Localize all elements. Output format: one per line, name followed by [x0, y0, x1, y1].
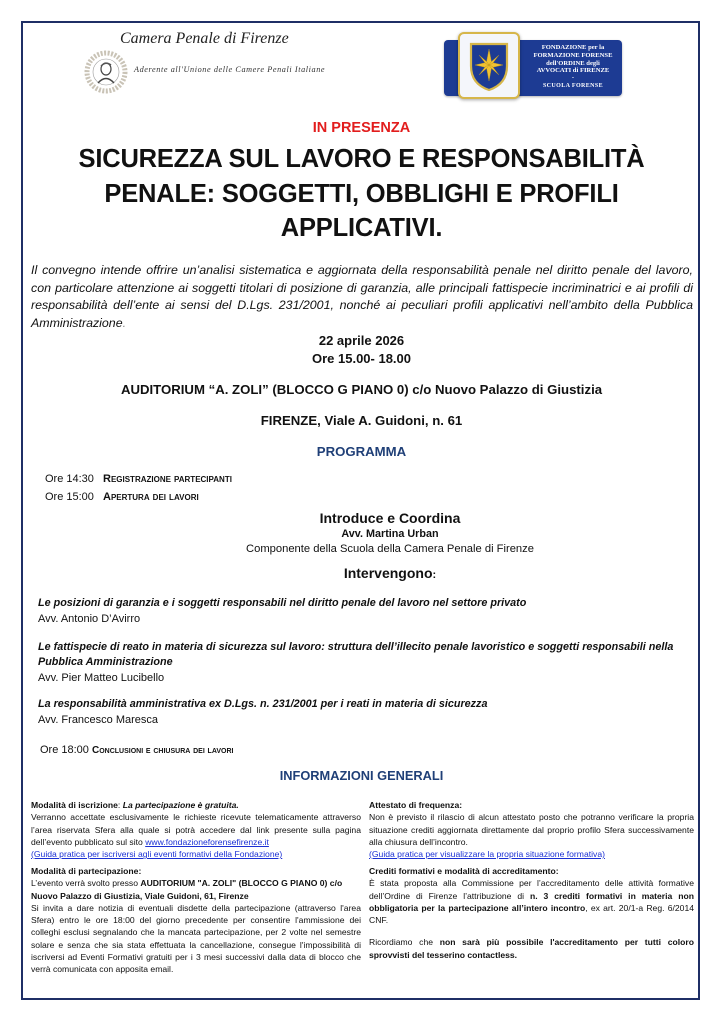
credits-reminder-bold: non sarà più possibile l'accreditamento per tutti coloro sprovvisti del tesserino contactless. — [369, 937, 694, 960]
registration-heading-sep: : — [117, 800, 123, 810]
event-hours: Ore 15.00- 18.00 — [311, 351, 412, 366]
fondazione-dash: - — [571, 74, 575, 82]
moderator-role: Componente della Scuola della Camera Penale di Firenze — [246, 543, 534, 555]
talk-speaker: Avv. Antonio D’Avirro — [38, 613, 141, 625]
schedule-row — [45, 473, 232, 485]
moderator-name: Avv. Martina Urban — [341, 528, 439, 540]
closing-row — [40, 744, 233, 756]
participation-intro: L’evento verrà svolto presso — [31, 878, 141, 889]
attendance-guide-link[interactable]: (Guida pratica per visualizzare la propria situazione formativa) — [369, 849, 605, 860]
registration-body: Verranno accettate esclusivamente le richieste ricevute telematicamente attraverso l’area riservata Sfera alla quale si potrà accedere dal link presente sulla pagina dell’evento pubblicato sul sito — [31, 812, 361, 847]
attendance-heading: Attestato di frequenza: — [369, 800, 463, 810]
fondazione-logo-text — [526, 44, 620, 91]
camera-penale-title: Camera Penale di Firenze — [120, 30, 289, 47]
attendance-body: Non è previsto il rilascio di alcun attestato posto che potranno verificare la propria situazione crediti aggiornata direttamente dal proprio profilo Sfera successivamente alla chiusura dell’incontro. — [369, 812, 694, 847]
registration-note: La partecipazione è gratuita. — [122, 800, 239, 810]
registration-guide-link[interactable]: (Guida pratica per iscriversi agli eventi formativi della Fondazione) — [31, 849, 283, 860]
talk-speaker: Avv. Pier Matteo Lucibello — [38, 672, 165, 684]
event-mode-label: IN PRESENZA — [312, 120, 411, 136]
participation-location: AUDITORIUM "A. ZOLI" (BLOCCO G PIANO 0) c/o Nuovo Palazzo di Giustizia, Viale Guidoni, 61, Firenze — [31, 878, 343, 901]
fondazione-line-3: dell'ORDINE degli — [546, 59, 600, 67]
schedule-time: Ore 14:30 — [45, 473, 94, 485]
portrait-seal-icon — [84, 50, 128, 94]
credits-amount: n. 3 crediti formativi in materia non obbligatoria per la partecipazione all’intero incontro — [369, 890, 694, 913]
event-title-line-2: PENALE: SOGGETTI, OBBLIGHI E PROFILI — [104, 179, 619, 208]
talk-title: La responsabilità amministrativa ex D.Lgs. n. 231/2001 per i reati in materia di sicurezza — [38, 698, 488, 710]
credits-body: È stata proposta alla Commissione per l’accreditamento delle attività formative dell’Ordine di Firenze l’attribuzione di — [369, 878, 694, 901]
participation-heading: Modalità di partecipazione: — [31, 866, 142, 876]
talk-item — [38, 640, 688, 686]
spacer — [369, 926, 694, 936]
registration-info — [31, 799, 361, 860]
event-description — [31, 262, 693, 332]
registration-heading: Modalità di iscrizione — [31, 800, 118, 810]
schedule-label: Conclusioni e chiusura dei lavori — [91, 745, 234, 756]
talk-title: Le fattispecie di reato in materia di sicurezza sul lavoro: struttura dell’illecito penale lavoristico e soggetti responsabili nella Pubblica Amministrazione — [38, 641, 674, 668]
event-title-line-1: SICUREZZA SUL LAVORO E RESPONSABILITÀ — [78, 145, 645, 173]
speakers-heading — [230, 565, 550, 581]
camera-penale-subtitle: Aderente all'Unione delle Camere Penali Italiane — [134, 65, 326, 74]
talk-item — [38, 697, 688, 728]
event-description-text: Il convegno intende offrire un’analisi sistematica e aggiornata della responsabilità penale nel diritto penale del lavoro, con particolare attenzione ai soggetti titolari di posizione di garanzia, alle principali fattispecie incriminatrici e ai profili di responsabilità dell’ente ai sensi del D.Lgs. 231/2001, nonché ai peculiari profili applicativi nell’ambito della Pubblica Amministrazione — [31, 263, 693, 330]
credits-info — [369, 865, 694, 961]
credits-reference: , ex art. 20/1-a Reg. 6/2014 CNF. — [369, 902, 695, 926]
event-venue: AUDITORIUM “A. ZOLI” (BLOCCO G PIANO 0) c/o Nuovo Palazzo di Giustizia — [120, 382, 603, 397]
schedule-label: Registrazione partecipanti — [103, 473, 232, 485]
credits-heading: Crediti formativi e modalità di accreditamento: — [369, 866, 559, 876]
fondazione-site-link[interactable]: www.fondazioneforensefirenze.it — [145, 836, 269, 847]
event-city-address: FIRENZE, Viale A. Guidoni, n. 61 — [260, 413, 463, 428]
talk-item — [38, 596, 688, 627]
talk-title: Le posizioni di garanzia e i soggetti responsabili nel diritto penale del lavoro nel settore privato — [38, 597, 527, 609]
schedule-time: Ore 18:00 — [40, 744, 89, 756]
fondazione-line-2: FORMAZIONE FORENSE — [533, 51, 613, 59]
info-heading: INFORMAZIONI GENERALI — [279, 768, 444, 783]
event-title — [21, 142, 702, 246]
talk-speaker: Avv. Francesco Maresca — [38, 714, 159, 726]
attendance-info — [369, 799, 694, 860]
speakers-colon: : — [432, 569, 437, 581]
event-title-line-3: APPLICATIVI. — [280, 214, 443, 242]
participation-body: Si invita a dare notizia di eventuali disdette della partecipazione (attraverso l'area Sfera) entro le ore 18:00 del giorno precedente per consentire l'ammissione dei colleghi esclusi segnalando che la mancata partecipazione, per 2 volte nel semestre solare e senza che sia stata effettuata la cancellazione, consegue l'impossibilità di iscriversi ad Eventi Formativi gratuiti per i 3 mesi successivi dalla data di blocco che verrà comunicata con apposita email. — [31, 902, 361, 975]
fondazione-line-1: FONDAZIONE per la — [541, 44, 605, 51]
moderation-label: Introduce e Coordina — [319, 510, 461, 526]
fondazione-line-4: AVVOCATI di FIRENZE — [536, 67, 610, 75]
schedule-time: Ore 15:00 — [45, 491, 94, 503]
participation-info — [31, 865, 361, 976]
program-heading: PROGRAMMA — [316, 444, 407, 459]
schedule-row — [45, 491, 199, 503]
schedule-label: Apertura dei lavori — [103, 491, 199, 503]
credits-reminder: Ricordiamo che — [369, 937, 440, 948]
event-date: 22 aprile 2026 — [318, 333, 405, 348]
fondazione-badge — [458, 32, 520, 99]
speakers-label: Intervengono — [343, 565, 433, 581]
event-description-end: . — [122, 315, 127, 330]
scuola-forense-label: SCUOLA FORENSE — [542, 83, 604, 90]
compass-star-shield-icon — [466, 40, 512, 92]
